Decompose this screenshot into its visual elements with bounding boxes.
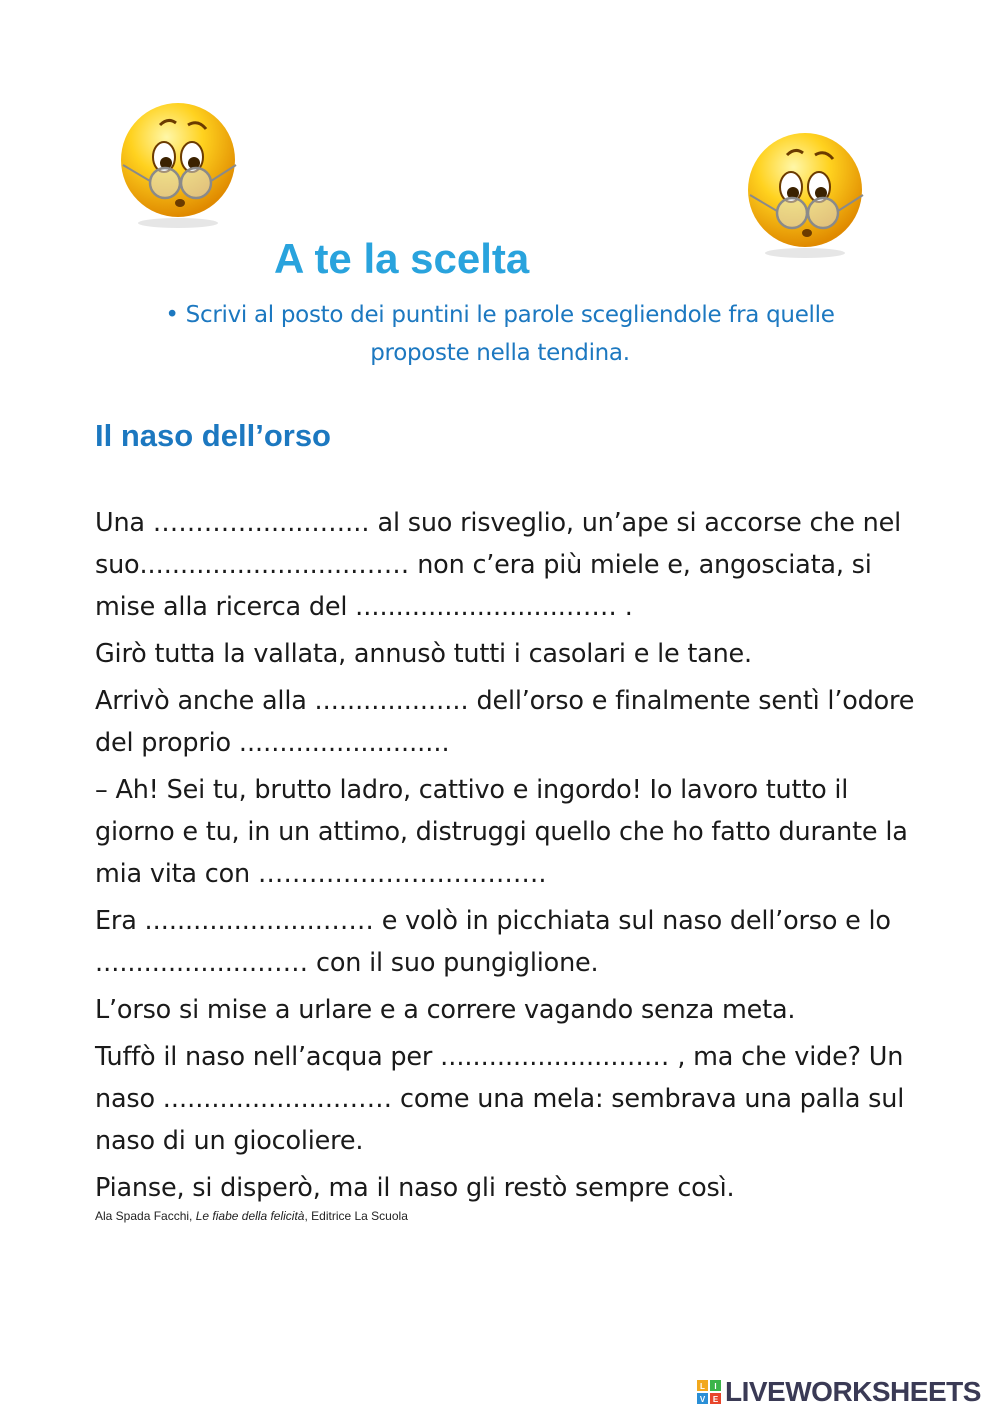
credit-publisher: , Editrice La Scuola <box>304 1209 408 1223</box>
liveworksheets-logo-icon <box>697 1380 721 1404</box>
blank-field[interactable]: ......................…… <box>162 1084 393 1114</box>
story-text-segment: – Ah! Sei tu, brutto ladro, cattivo e ingordo! Io lavoro tutto il giorno e tu, in un attimo, distruggi quello che ho fatto durante la mia vita con <box>95 775 908 889</box>
story-text <box>95 502 915 1214</box>
blank-field[interactable]: .......................... <box>238 728 450 758</box>
story-paragraph <box>95 502 915 628</box>
source-credit <box>95 1209 408 1223</box>
page-title: A te la scelta <box>274 235 530 282</box>
instruction-line: proposte nella tendina. <box>370 340 630 366</box>
instruction-line: • Scrivi al posto dei puntini le parole scegliendole fra quelle <box>165 302 835 328</box>
credit-author: Ala Spada Facchi, <box>95 1209 196 1223</box>
blank-field[interactable]: ..........................…… <box>355 592 617 622</box>
story-text-segment: al suo risveglio, un’ape si accorse che nel suo <box>95 508 901 580</box>
instruction <box>120 296 880 372</box>
story-paragraph <box>95 1036 915 1162</box>
glasses-emoji-icon <box>735 125 875 265</box>
blank-field[interactable]: …………........…... <box>152 508 378 538</box>
story-paragraph <box>95 769 915 895</box>
blank-field[interactable]: ......................…… <box>144 906 374 936</box>
story-paragraph: Girò tutta la vallata, annusò tutti i casolari e le tane. <box>95 639 752 669</box>
blank-field[interactable]: ....................…… <box>95 948 309 978</box>
blank-field[interactable]: ......................…… <box>440 1042 670 1072</box>
story-text-segment: , ma che vide? Un naso <box>95 1042 904 1114</box>
credit-book: Le fiabe della felicità <box>195 1209 305 1223</box>
story-text-segment: dell’orso e finalmente sentì l’odore del proprio <box>95 686 915 758</box>
story-text-segment: Arrivò anche alla <box>95 686 315 716</box>
glasses-emoji-icon <box>108 95 248 235</box>
story-text-segment: . <box>616 592 633 622</box>
story-text-segment: Era <box>95 906 145 936</box>
story-title: Il naso dell’orso <box>95 418 331 453</box>
story-paragraph <box>95 900 915 984</box>
logo-text: LIVEWORKSHEETS <box>725 1376 981 1407</box>
story-text-segment: Tuffò il naso nell’acqua per <box>95 1042 441 1072</box>
story-paragraph: Pianse, si disperò, ma il naso gli restò sempre così. <box>95 1173 735 1203</box>
story-paragraph <box>95 680 915 764</box>
story-text-segment: non c’era più miele e, angosciata, si mise alla ricerca del <box>95 550 872 622</box>
logo-letter: L <box>700 1382 705 1391</box>
story-text-segment: con il suo pungiglione. <box>308 948 599 978</box>
blank-field[interactable]: ……………………………. <box>257 859 547 889</box>
story-text-segment: come una mela: sembrava una palla sul naso di un giocoliere. <box>95 1084 905 1156</box>
logo-letter: I <box>714 1382 717 1391</box>
story-paragraph: L’orso si mise a urlare e a correre vagando senza meta. <box>95 995 796 1025</box>
logo-letter: V <box>699 1395 706 1404</box>
liveworksheets-logo[interactable] <box>697 1376 981 1408</box>
story-text-segment: Una <box>95 508 153 538</box>
blank-field[interactable]: ...........................…… <box>139 550 410 580</box>
story-text-segment: e volò in picchiata sul naso dell’orso e lo <box>373 906 891 936</box>
logo-letter: E <box>712 1395 719 1404</box>
blank-field[interactable]: ................... <box>314 686 469 716</box>
